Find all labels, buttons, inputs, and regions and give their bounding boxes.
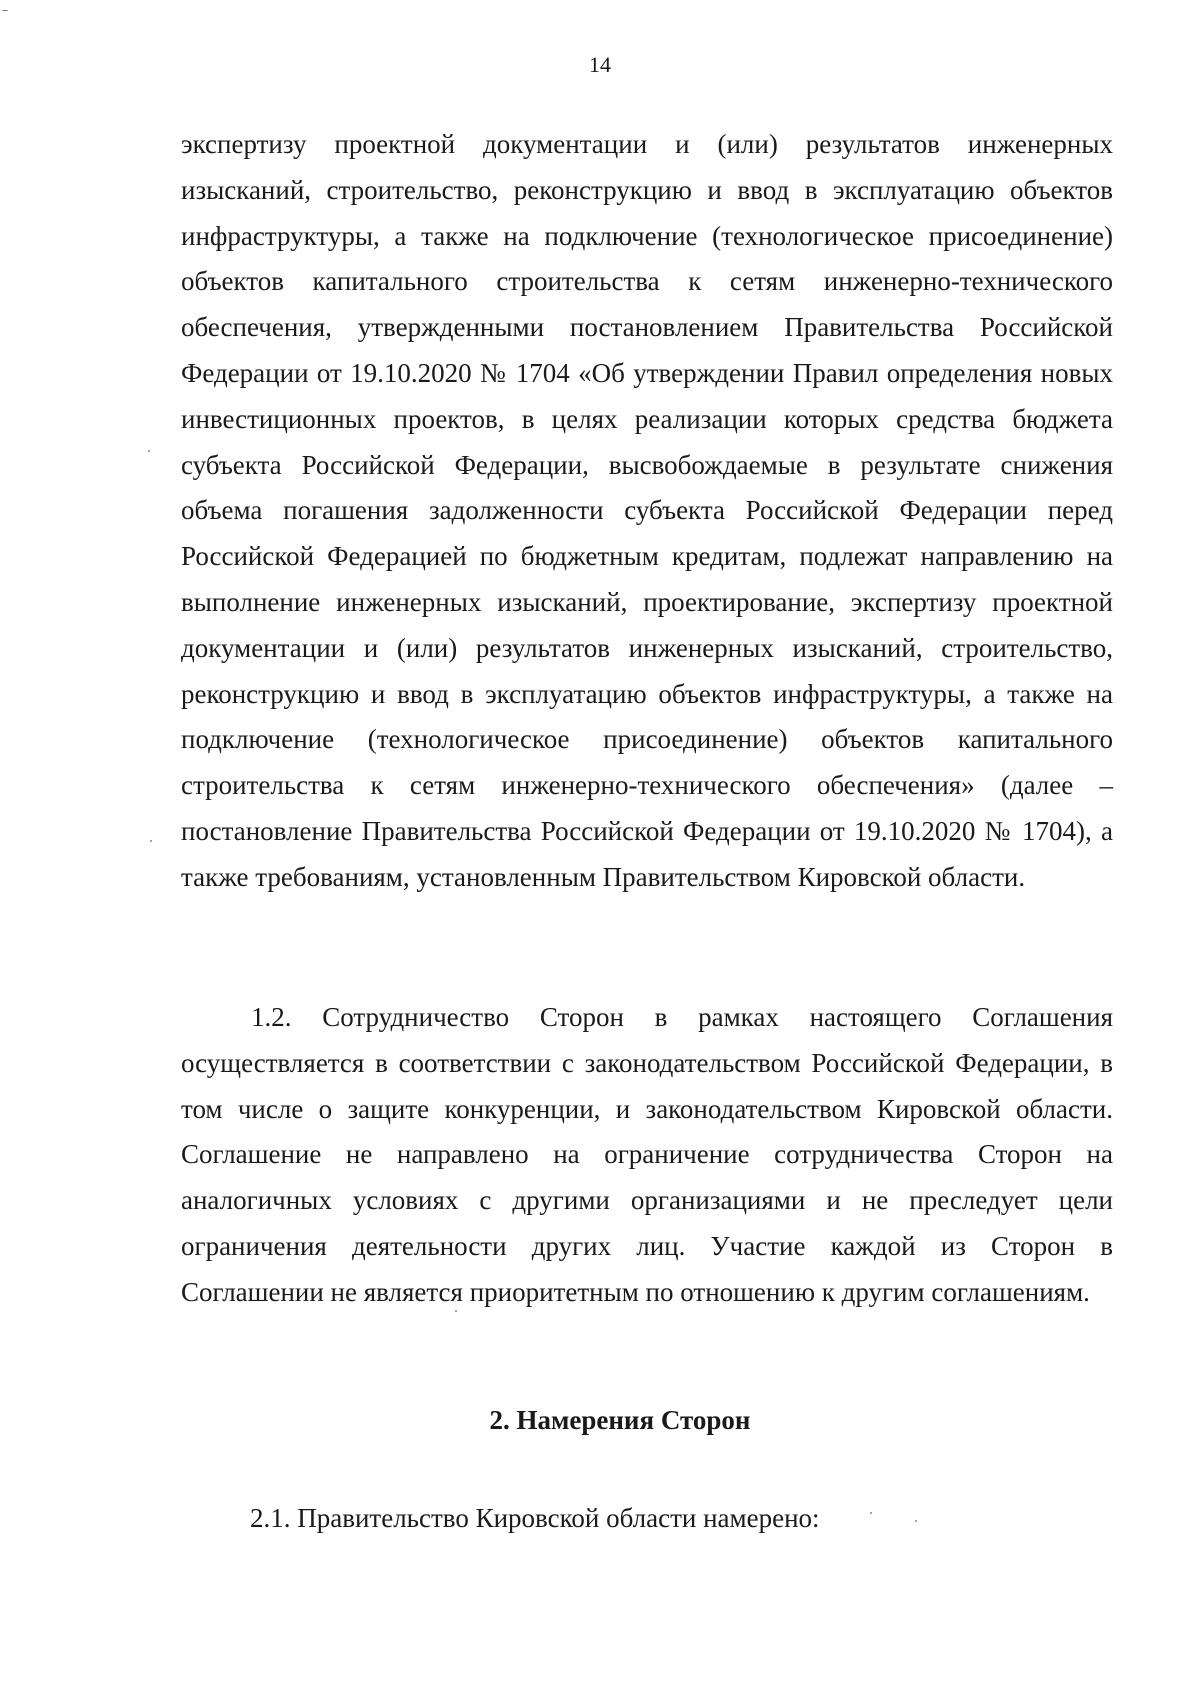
scan-speck xyxy=(150,840,152,842)
scan-speck xyxy=(915,1520,917,1522)
scan-speck xyxy=(2,10,8,11)
paragraph-continuation: экспертизу проектной документации и (или) результатов инженерных изысканий, строительство, реконструкцию и ввод в эксплуатацию объектов инфраструктуры, а также на подключение (технологическое присоединение) объектов капитального строительства к сетям инженерно-технического обеспечения, утвержденными постановлением Правительства Российской Федерации от 19.10.2020 № 1704 «Об утверждении Правил определения новых инвестиционных проектов, в целях реализации которых средства бюджета субъекта Российской Федерации, высвобождаемые в результате снижения объема погашения задолженности субъекта Российской Федерации перед Российской Федерацией по бюджетным кредитам, подлежат направлению на выполнение инженерных изысканий, проектирование, экспертизу проектной документации и (или) результатов инженерных изысканий, строительство, реконструкцию и ввод в эксплуатацию объектов инфраструктуры, а также на подключение (технологическое присоединение) объектов капитального строительства к сетям инженерно-технического обеспечения» (далее – постановление Правительства Российской Федерации от 19.10.2020 № 1704), а также требованиям, установленным Правительством Кировской области. xyxy=(181,129,1113,892)
page-number: 14 xyxy=(589,52,611,77)
section-heading: 2. Намерения Сторон xyxy=(489,1405,751,1435)
clause-2-1: 2.1. Правительство Кировской области намерено: xyxy=(250,1503,820,1533)
paragraph-1-2: 1.2. Сотрудничество Сторон в рамках настоящего Соглашения осуществляется в соответствии с законодательством Российской Федерации, в том числе о защите конкуренции, и законодательством Кировской области. Соглашение не направлено на ограничение сотрудничества Сторон на аналогичных условиях с другими организациями и не преследует цели ограничения деятельности других лиц. Участие каждой из Сторон в Соглашении не является приоритетным по отношению к другим соглашениям. xyxy=(181,1002,1113,1307)
scan-speck xyxy=(455,1310,457,1312)
scan-speck xyxy=(148,450,150,452)
scan-speck xyxy=(870,1512,872,1514)
